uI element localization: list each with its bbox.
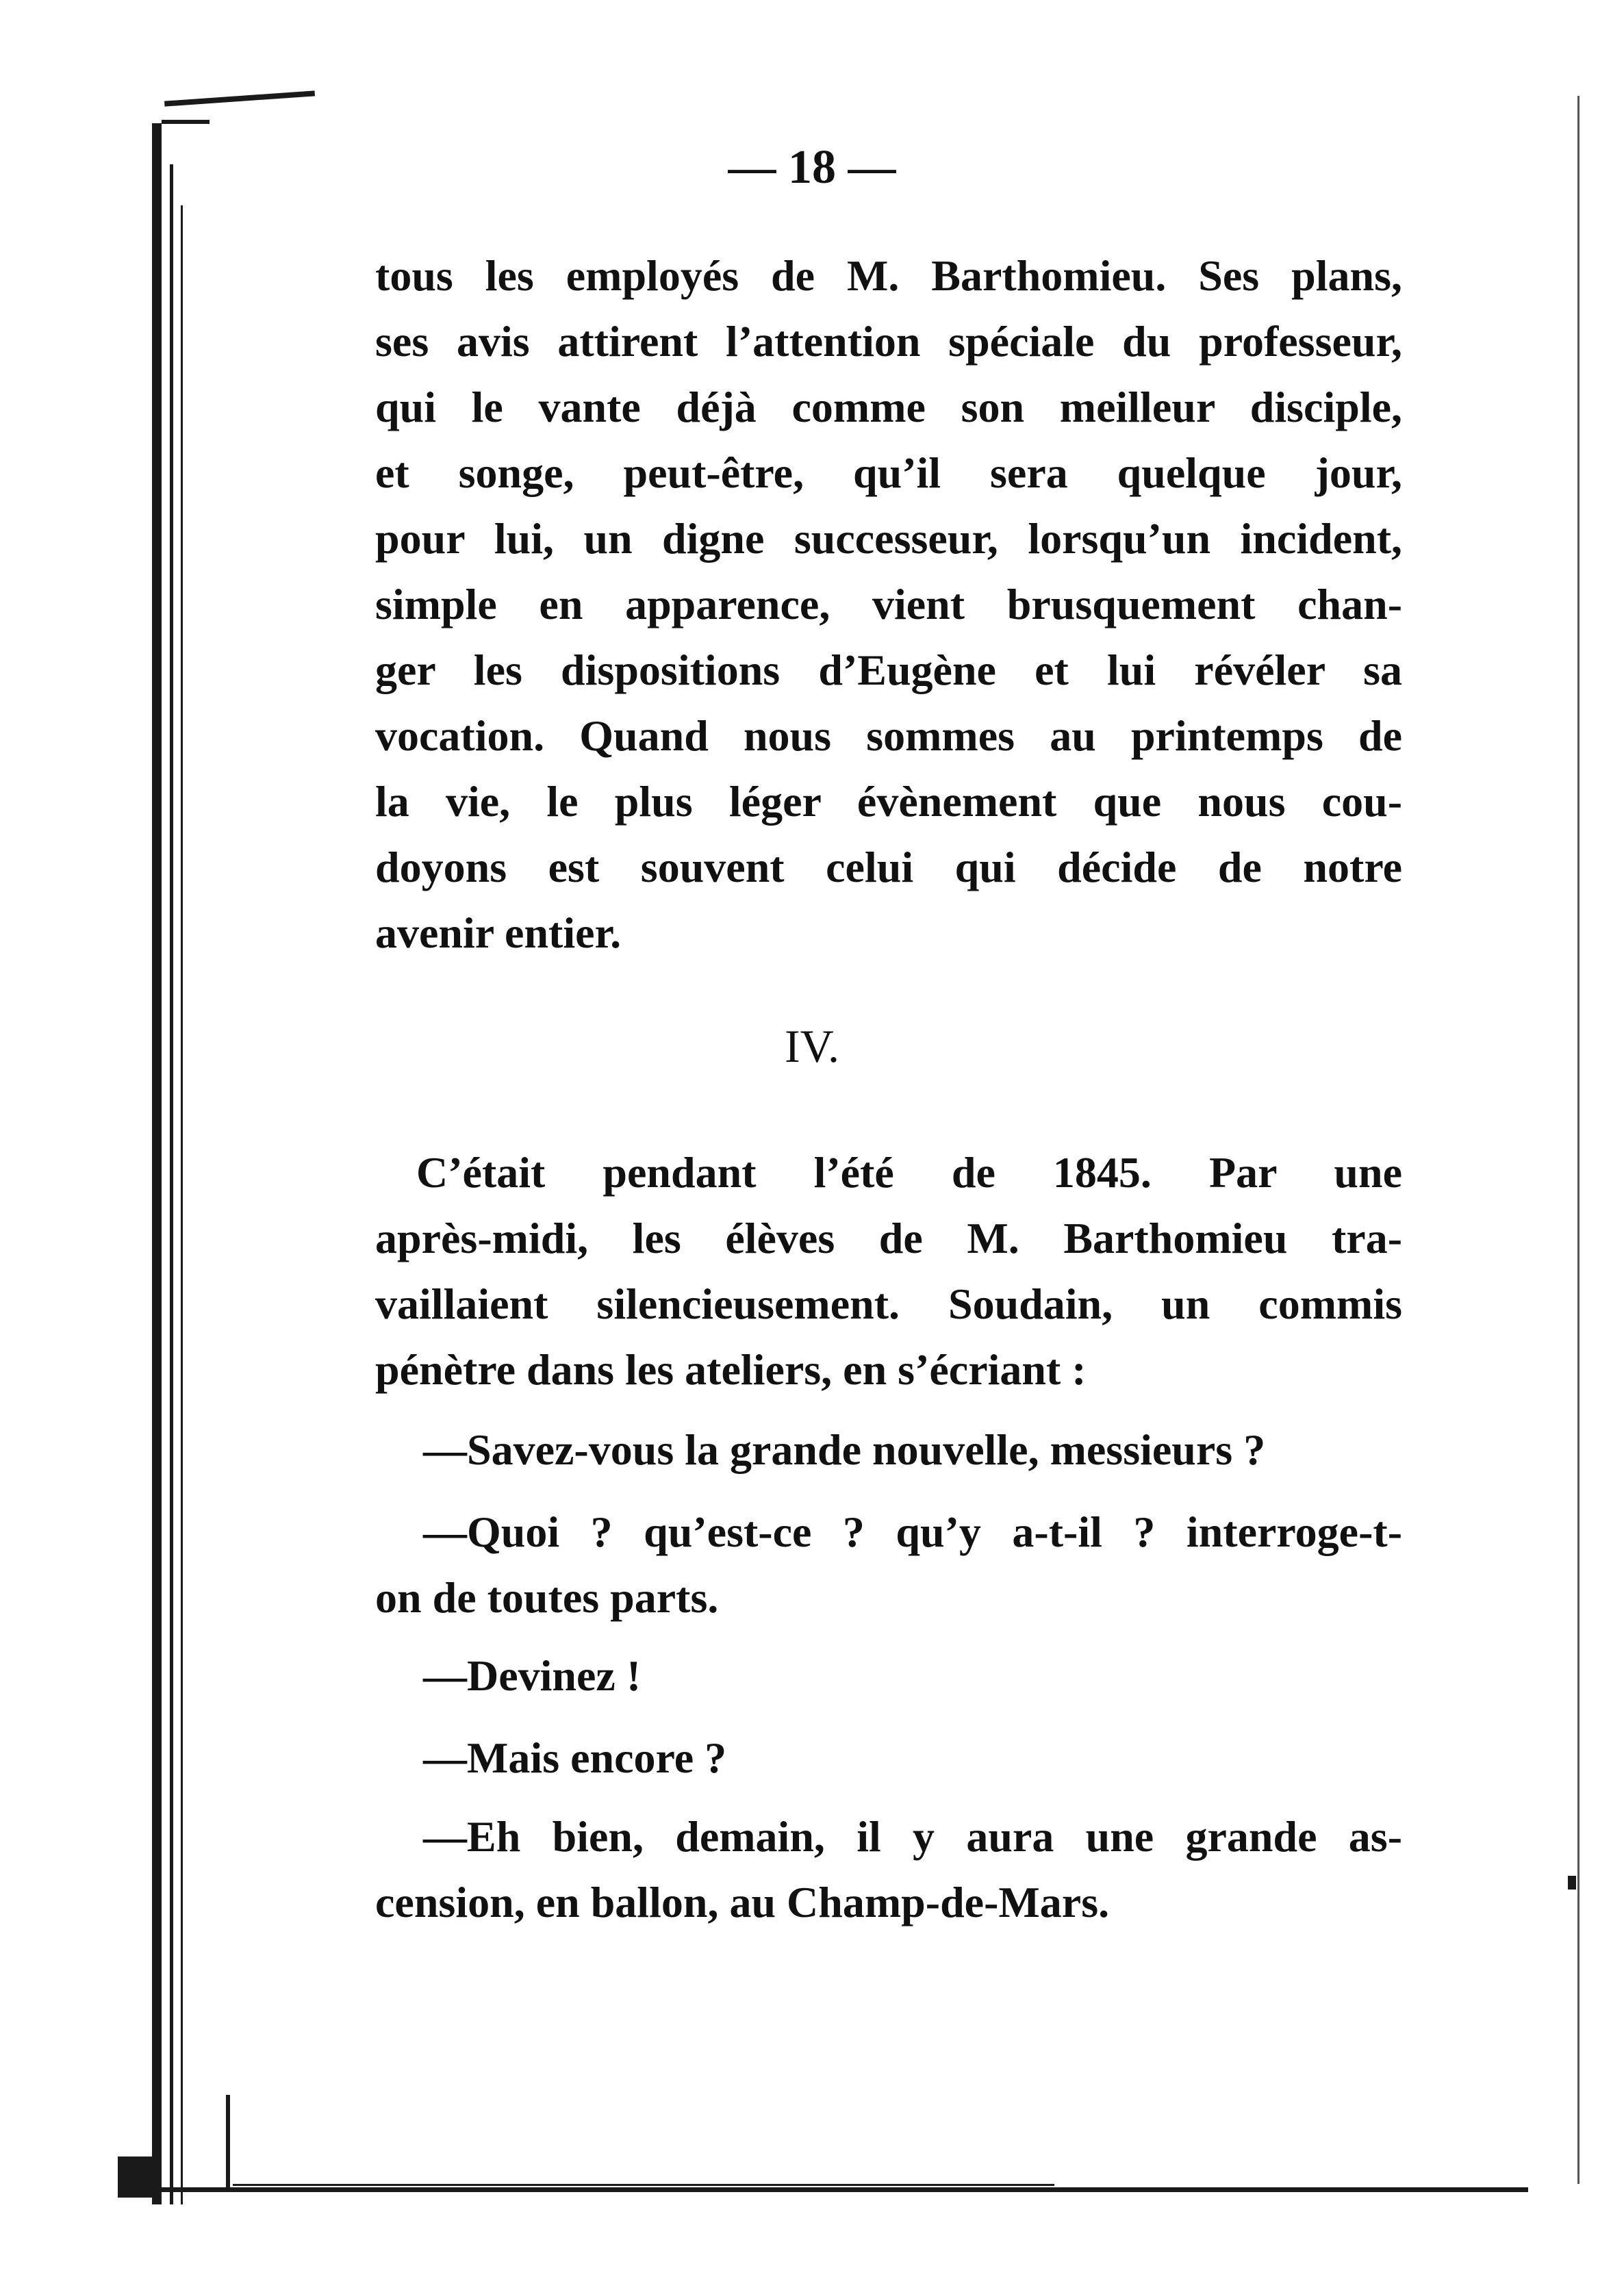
dialogue-text: —Devinez ! (423, 1651, 642, 1700)
dialogue-text: —Eh bien, demain, il y aura une grande as- (423, 1812, 1402, 1861)
dialogue-line-4 (375, 1725, 1402, 1791)
frame-bottom-edge (152, 2187, 1528, 2192)
paragraph-line: qui le vante déjà comme son meilleur disciple, (375, 383, 1402, 431)
dialogue-line-5 (375, 1804, 1402, 1935)
paragraph-line: et songe, peut-être, qu’il sera quelque jour, (375, 448, 1402, 497)
paragraph-line: simple en apparence, vient brusquement chan- (375, 580, 1402, 628)
binding-edge-left (152, 123, 162, 2204)
frame-top-stroke (164, 90, 315, 106)
paragraph-line: C’était pendant l’été de 1845. Par une (416, 1148, 1402, 1197)
dialogue-text: —Mais encore ? (423, 1733, 727, 1782)
paragraph-line: vocation. Quand nous sommes au printemps de (375, 711, 1402, 760)
frame-bottom-curve (226, 2095, 230, 2191)
dialogue-line-2 (375, 1499, 1402, 1631)
frame-right-edge (1577, 96, 1579, 2184)
binding-line-left (170, 164, 173, 2204)
paragraph-line: doyons est souvent celui qui décide de notre (375, 843, 1402, 891)
dialogue-text: cension, en ballon, au Champ-de-Mars. (375, 1878, 1110, 1926)
dialogue-text: —Savez-vous la grande nouvelle, messieurs ? (423, 1425, 1266, 1474)
paragraph-line: pour lui, un digne successeur, lorsqu’un incident, (375, 514, 1402, 563)
paragraph-line: après-midi, les élèves de M. Barthomieu tra- (375, 1214, 1402, 1262)
page-number: — 18 — (728, 141, 896, 194)
paragraph-line: ses avis attirent l’attention spéciale du professeur, (375, 317, 1402, 366)
paragraph-1 (375, 243, 1402, 966)
paragraph-line: la vie, le plus léger évènement que nous cou- (375, 777, 1402, 826)
dialogue-text: —Quoi ? qu’est-ce ? qu’y a-t-il ? interroge-t- (423, 1507, 1402, 1556)
dialogue-text: on de toutes parts. (375, 1573, 719, 1622)
paragraph-line: pénètre dans les ateliers, en s’écriant : (375, 1345, 1087, 1394)
frame-bottom-corner (118, 2157, 159, 2198)
dialogue-line-3 (375, 1643, 1402, 1709)
paragraph-line: ger les dispositions d’Eugène et lui révéler sa (375, 646, 1402, 694)
paragraph-line: tous les employés de M. Barthomieu. Ses plans, (375, 251, 1402, 300)
dialogue-line-1 (375, 1417, 1402, 1483)
paragraph-2 (375, 1140, 1402, 1403)
frame-right-mark (1568, 1876, 1576, 1890)
frame-bottom-inner-line (233, 2184, 1054, 2186)
paragraph-line: avenir entier. (375, 908, 622, 957)
section-heading: IV. (785, 1020, 839, 1072)
binding-line-left-thin (181, 205, 183, 2204)
frame-top-hook (162, 120, 210, 124)
paragraph-line: vaillaient silencieusement. Soudain, un commis (375, 1280, 1402, 1328)
